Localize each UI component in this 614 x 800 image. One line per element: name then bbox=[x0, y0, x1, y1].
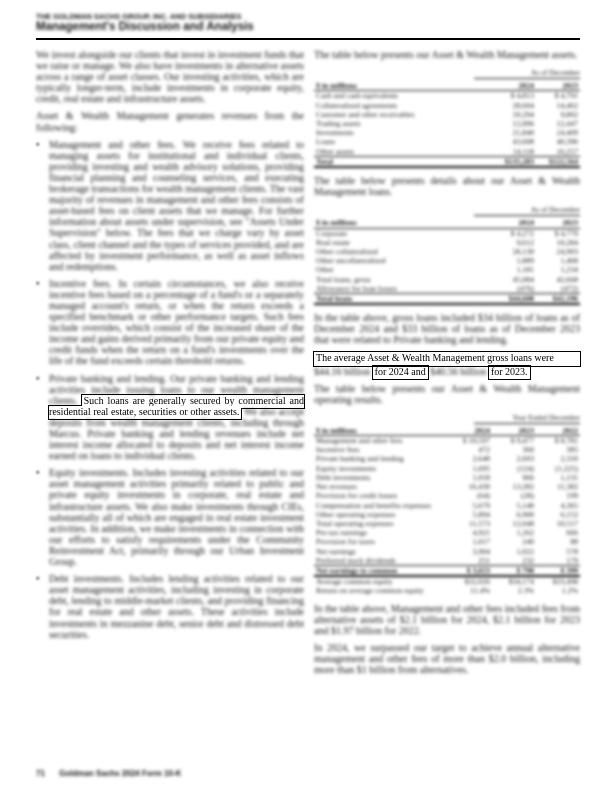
row-label: Other collateralized bbox=[316, 246, 378, 256]
table-row bbox=[314, 491, 580, 500]
row-label: Pre-tax earnings bbox=[316, 528, 367, 538]
cell-value: $ 4,813 bbox=[510, 91, 534, 101]
bullet-debt-investments: • Debt investments. Includes lending activities related to our asset management activities, including investing in corporate debt, lending to middle-market clients, and providing financing for real estate and other assets. These activities include investments in mezzanine debt, senior debt and distressed debt securities. bbox=[36, 574, 304, 641]
table-row bbox=[314, 510, 580, 519]
cell-value: 1,131 bbox=[560, 472, 578, 482]
table-row bbox=[314, 565, 580, 576]
highlighted-text-2024: for 2024 and bbox=[374, 366, 426, 378]
table-row bbox=[314, 284, 580, 294]
cell-value: 9,802 bbox=[560, 109, 578, 119]
cell-value: 2023 bbox=[492, 426, 536, 436]
table-row bbox=[314, 238, 580, 247]
cell-value: 966 bbox=[522, 472, 534, 482]
row-label: Allowance for loan losses bbox=[316, 283, 397, 293]
cell-value: 2,648 bbox=[472, 454, 490, 464]
revenue-bullets bbox=[36, 140, 304, 641]
cell-value: $ 4,791 bbox=[554, 91, 578, 101]
cell-value: 5,148 bbox=[516, 500, 534, 510]
left-column bbox=[36, 50, 304, 647]
table-row bbox=[314, 473, 580, 482]
row-label: Average common equity bbox=[316, 577, 393, 587]
table-row bbox=[314, 547, 580, 556]
header-company: THE GOLDMAN SACHS GROUP, INC. AND SUBSIDIARIES bbox=[36, 12, 242, 21]
row-label: Incentive fees bbox=[316, 445, 360, 455]
cell-value: 10,284 bbox=[556, 237, 578, 247]
lead-paragraph: Asset & Wealth Management generates revenues from the following: bbox=[36, 111, 304, 134]
row-label: Debt investments bbox=[316, 472, 371, 482]
cell-value: 2024 bbox=[492, 218, 536, 228]
bullet-private-banking: • Private banking and lending. Our private banking and lending activities include issuing loans to our wealth management clients. Such loans are generally secured by commercial and residential real estate, securities or other assets. We also accept deposits from wealth management clients, including through Marcus. Private banking and lending revenues include net interest income allocated to deposits and net interest income earned on loans to individual clients. bbox=[36, 373, 305, 463]
cell-value: 6,152 bbox=[560, 509, 578, 519]
row-label: Customer and other receivables bbox=[316, 109, 415, 119]
cell-value: 1,234 bbox=[560, 265, 578, 275]
cell-value: 2.3% bbox=[517, 586, 534, 596]
table-header-row bbox=[314, 218, 580, 228]
row-label: Equity investments bbox=[316, 463, 376, 473]
table-row bbox=[314, 537, 580, 546]
average-loans-paragraph: The average Asset & Wealth Management gross loans were $44.16 billion for 2024 and $40.56 billion for 2023. bbox=[314, 352, 580, 377]
cell-value: 5,679 bbox=[472, 500, 490, 510]
bullet-equity-investments: • Equity investments. Includes investing activities related to our asset management activities primarily related to public and private equity investments in corporate, real estate and infrastructure assets. We also make investments through CIEs, substantially all of which are engaged in real estate investment activities. In addition, we make investments in connection with our efforts to satisfy requirements under the Community Reinvestment Act, primarily through our Urban Investment Group. bbox=[36, 468, 304, 569]
alternatives-note: In 2024, we surpassed our target to achieve annual alternative management and other fees of more than $2.0 billion, including more than $1 billion from alternatives. bbox=[314, 642, 580, 676]
cell-value: 24,903 bbox=[556, 246, 578, 256]
assets-table bbox=[314, 81, 580, 168]
row-label: Loans bbox=[316, 137, 336, 147]
cell-value: 4,365 bbox=[560, 500, 578, 510]
cell-value: 2,603 bbox=[516, 454, 534, 464]
cell-value: 385 bbox=[566, 445, 578, 455]
cell-value: 2022 bbox=[536, 426, 580, 436]
cell-value: $ 10,597 bbox=[462, 436, 490, 446]
cell-value: 240 bbox=[522, 537, 534, 547]
row-label: Net revenues bbox=[316, 482, 357, 492]
cell-value: 28,604 bbox=[512, 100, 534, 110]
cell-value: $44,608 bbox=[492, 293, 536, 304]
table-row bbox=[314, 436, 580, 446]
cell-value: (64) bbox=[477, 491, 490, 501]
cell-value: 40,396 bbox=[556, 137, 578, 147]
cell-value: 11.4% bbox=[470, 586, 490, 596]
cell-value: 14,462 bbox=[556, 100, 578, 110]
row-label: Provision for credit losses bbox=[316, 491, 398, 501]
cell-value: 16,430 bbox=[468, 482, 490, 492]
assets-table-caption: As of December bbox=[474, 67, 580, 79]
cell-value: 42,668 bbox=[556, 274, 578, 284]
loans-note: In the table above, gross loans included $34 billion of loans as of December 2024 and $33 billion of loans as of December 2023 that were related to Private banking and lending. bbox=[314, 313, 580, 347]
cell-value: $122,564 bbox=[536, 156, 580, 167]
highlighted-text-2023: for 2023. bbox=[490, 366, 528, 378]
cell-value: (472) bbox=[561, 283, 578, 293]
results-intro: The table below presents our Asset & Wealth Management operating results. bbox=[314, 383, 580, 406]
table-header-row bbox=[314, 81, 580, 91]
cell-value: $ 8,781 bbox=[554, 436, 578, 446]
table-row bbox=[314, 454, 580, 463]
cell-value: $ 399 bbox=[536, 565, 580, 576]
cell-value: 1,889 bbox=[516, 256, 534, 266]
cell-value: 360 bbox=[522, 445, 534, 455]
table-row bbox=[314, 445, 580, 454]
cell-value: 251 bbox=[478, 555, 490, 565]
cell-value: 16,257 bbox=[556, 146, 578, 156]
table-row bbox=[314, 156, 580, 167]
cell-value: 232 bbox=[522, 555, 534, 565]
cell-value: (124) bbox=[517, 463, 534, 473]
cell-value: 472 bbox=[478, 445, 490, 455]
table-row bbox=[314, 110, 580, 119]
cell-value: 2023 bbox=[536, 81, 580, 91]
row-label: Total operating expenses bbox=[316, 518, 394, 528]
cell-value: 1,181 bbox=[516, 265, 534, 275]
cell-value: 5,894 bbox=[472, 509, 490, 519]
cell-value: 199 bbox=[566, 491, 578, 501]
cell-value: 1,017 bbox=[472, 537, 490, 547]
cell-value: 12,048 bbox=[512, 518, 534, 528]
cell-value: $ 4,272 bbox=[510, 228, 534, 238]
intro-paragraph: We invest alongside our clients that invest in investment funds that we raise or manage. We also have investments in alternative assets across a range of asset classes. Our investing activities, which are typically longer-term, include investments in corporate equity, credit, real estate and infrastructure assets. bbox=[36, 50, 304, 106]
table-row bbox=[314, 586, 580, 595]
cell-value: 6,900 bbox=[516, 509, 534, 519]
row-label: Real estate bbox=[316, 237, 350, 247]
table-row bbox=[314, 228, 580, 238]
row-label: Provision for taxes bbox=[316, 537, 375, 547]
loans-intro: The table below presents details about our Asset & Wealth Management loans. bbox=[314, 176, 580, 199]
cell-value: $135,283 bbox=[492, 156, 536, 167]
row-label: Corporate bbox=[316, 228, 348, 238]
cell-value: $ 3,653 bbox=[448, 565, 492, 576]
table-row bbox=[314, 464, 580, 473]
table-row bbox=[314, 119, 580, 128]
row-label: Investments bbox=[316, 128, 354, 138]
cell-value: 1,022 bbox=[516, 546, 534, 556]
cell-value: 1,468 bbox=[560, 256, 578, 266]
row-label: Return on average common equity bbox=[316, 586, 424, 596]
row-label: $ in millions bbox=[314, 218, 492, 228]
cell-value: 12,447 bbox=[556, 119, 578, 128]
cell-value: (28) bbox=[521, 491, 534, 501]
table-row bbox=[314, 293, 580, 304]
table-row bbox=[314, 556, 580, 566]
cell-value: 1,262 bbox=[516, 528, 534, 538]
cell-value: 1,695 bbox=[472, 463, 490, 473]
row-label: Collateralized agreements bbox=[316, 100, 398, 110]
cell-value: 11,573 bbox=[468, 518, 490, 528]
row-label: Total loans bbox=[314, 293, 492, 304]
cell-value: $ 790 bbox=[492, 565, 536, 576]
loans-table bbox=[314, 218, 580, 305]
table-row bbox=[314, 256, 580, 265]
cell-value: 2024 bbox=[492, 81, 536, 91]
cell-value: 4,921 bbox=[472, 528, 490, 538]
cell-value: $ 4,779 bbox=[554, 228, 578, 238]
right-column bbox=[314, 50, 580, 682]
highlighted-text-average-loans: The average Asset & Wealth Management gross loans were bbox=[314, 352, 580, 365]
cell-value: 21,840 bbox=[512, 128, 534, 138]
table-row bbox=[314, 91, 580, 101]
cell-value: 1.2% bbox=[561, 586, 578, 596]
table-row bbox=[314, 576, 580, 586]
cell-value: $ 9,477 bbox=[510, 436, 534, 446]
row-label: Total bbox=[314, 156, 492, 167]
table-row bbox=[314, 519, 580, 528]
row-label: Other bbox=[316, 265, 334, 275]
bullet-management-fees: • Management and other fees. We receive fees related to managing assets for institutional and individual clients, providing investing and wealth advisory solutions, providing financial planning and counseling services, and executing brokerage transactions for wealth management clients. The vast majority of revenues in management and other fees consists of asset-based fees on client assets that we manage. For further information about assets under supervision, see "Assets Under Supervision" below. The fees that we charge vary by asset class, client channel and the types of services provided, and are affected by investment performance, as well as asset inflows and redemptions. bbox=[36, 139, 304, 273]
row-label: Net earnings to common bbox=[314, 565, 448, 576]
assets-intro: The table below presents our Asset & Wealth Management assets. bbox=[314, 50, 578, 61]
cell-value: 179 bbox=[566, 555, 578, 565]
page-footer bbox=[36, 769, 181, 778]
cell-value: 2,310 bbox=[560, 454, 578, 464]
row-label: Other uncollateralized bbox=[316, 256, 386, 266]
highlighted-text-loans-secured: Such loans are generally secured by commercial and residential real estate, securities or other assets. bbox=[49, 395, 304, 418]
table-row bbox=[314, 147, 580, 157]
footer-doc-title: Goldman Sachs 2024 Form 10-K bbox=[59, 769, 182, 778]
cell-value: 10,517 bbox=[556, 518, 578, 528]
results-note: In the table above, Management and other fees included fees from alternative assets of $2.1 billion for 2024, $2.1 billion for 2023 and $1.97 billion for 2022. bbox=[314, 603, 580, 637]
cell-value: 45,084 bbox=[512, 274, 534, 284]
cell-value: (476) bbox=[517, 283, 534, 293]
table-row bbox=[314, 275, 580, 284]
cell-value: 666 bbox=[566, 528, 578, 538]
table-row bbox=[314, 501, 580, 510]
row-label: Preferred stock dividends bbox=[316, 555, 396, 565]
page-number: 71 bbox=[36, 769, 45, 778]
row-label: Total loans, gross bbox=[316, 274, 371, 284]
cell-value: 2024 bbox=[448, 426, 492, 436]
row-label: $ in millions bbox=[314, 426, 448, 436]
bullet-incentive-fees: • Incentive fees. In certain circumstances, we also receive incentive fees based on a percentage of a fund's or a separately managed account's return, or when the return exceeds a specified benchmark or other performance targets. Such fees include overrides, which consist of the increased share of the income and gains derived primarily from our private equity and credit funds when the return on a fund's investments over the life of the fund exceeds certain threshold returns. bbox=[36, 278, 304, 368]
cell-value: 10,294 bbox=[512, 109, 534, 119]
cell-value: $42,196 bbox=[536, 293, 580, 304]
cell-value: 13,282 bbox=[512, 482, 534, 492]
row-label: Cash and cash equivalents bbox=[316, 91, 399, 101]
table-row bbox=[314, 247, 580, 256]
cell-value: $33,498 bbox=[552, 577, 578, 587]
header-rule bbox=[36, 38, 580, 40]
cell-value: 24,409 bbox=[556, 128, 578, 138]
cell-value: 3,904 bbox=[472, 546, 490, 556]
row-label: Management and other fees bbox=[316, 436, 403, 446]
cell-value: (1,225) bbox=[555, 463, 578, 473]
cell-value: 28,130 bbox=[512, 246, 534, 256]
row-label: Other assets bbox=[316, 146, 354, 156]
row-label: Private banking and lending bbox=[316, 454, 404, 464]
table-row bbox=[314, 265, 580, 274]
row-label: Trading assets bbox=[316, 119, 361, 128]
loans-table-caption: As of December bbox=[474, 204, 580, 216]
cell-value: 1,018 bbox=[472, 472, 490, 482]
row-label: $ in millions bbox=[314, 81, 492, 91]
cell-value: 9,612 bbox=[516, 237, 534, 247]
table-row bbox=[314, 528, 580, 537]
cell-value: 2023 bbox=[536, 218, 580, 228]
cell-value: 11,382 bbox=[556, 482, 578, 492]
cell-value: 14,118 bbox=[512, 146, 534, 156]
table-row bbox=[314, 137, 580, 146]
table-header-row bbox=[314, 426, 580, 436]
results-table-caption: Year Ended December bbox=[474, 412, 580, 424]
row-label: Net earnings bbox=[316, 546, 356, 556]
table-row bbox=[314, 101, 580, 110]
cell-value: $32,026 bbox=[464, 577, 490, 587]
table-row bbox=[314, 128, 580, 137]
page-title: Management's Discussion and Analysis bbox=[36, 21, 254, 33]
cell-value: 88 bbox=[570, 537, 578, 547]
cell-value: 12,006 bbox=[512, 119, 534, 128]
cell-value: 578 bbox=[566, 546, 578, 556]
cell-value: 43,608 bbox=[512, 137, 534, 147]
row-label: Compensation and benefits expenses bbox=[316, 500, 431, 510]
operating-results-table bbox=[314, 426, 580, 596]
row-label: Other operating expenses bbox=[316, 509, 396, 519]
cell-value: $34,174 bbox=[508, 577, 534, 587]
table-row bbox=[314, 482, 580, 491]
